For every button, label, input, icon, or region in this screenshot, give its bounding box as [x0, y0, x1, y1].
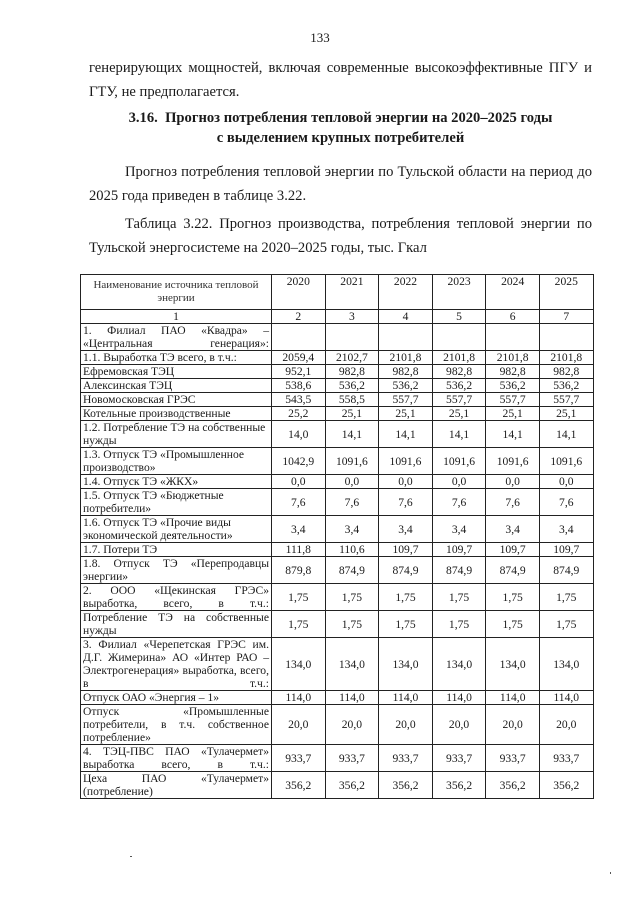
row-value-2023: 7,6 — [432, 489, 486, 516]
row-value-2020: 3,4 — [272, 516, 326, 543]
table-caption: Таблица 3.22. Прогноз производства, потребления тепловой энергии по Тульской энергосистеме на 2020–2025 годы, тыс. Гкал — [89, 216, 592, 256]
row-value-2024: 14,1 — [486, 421, 540, 448]
column-index: 7 — [539, 310, 593, 324]
continuation-paragraph: генерирующих мощностей, включая современные высокоэффективные ПГУ и ГТУ, не предполагается. — [89, 60, 592, 100]
row-value-2025: 1091,6 — [539, 448, 593, 475]
header-year: 2021 — [325, 275, 379, 310]
table-row — [81, 772, 594, 799]
row-source-name: Котельные производственные — [81, 407, 272, 421]
row-value-2020: 111,8 — [272, 543, 326, 557]
row-value-2025: 1,75 — [539, 611, 593, 638]
row-source-name: Цеха ПАО «Тулачермет» (потребление) — [81, 772, 272, 799]
row-value-2025: 134,0 — [539, 638, 593, 691]
intro-paragraph: Прогноз потребления тепловой энергии по Тульской области на период до 2025 года приведен в таблице 3.22. — [89, 164, 592, 204]
row-value-2024: 933,7 — [486, 745, 540, 772]
row-value-2022: 109,7 — [379, 543, 433, 557]
row-source-name: 1.7. Потери ТЭ — [81, 543, 272, 557]
header-year: 2022 — [379, 275, 433, 310]
row-value-2024: 134,0 — [486, 638, 540, 691]
scan-speck — [610, 872, 611, 874]
row-value-2022: 7,6 — [379, 489, 433, 516]
column-index-row — [81, 310, 594, 324]
row-value-2022: 1,75 — [379, 611, 433, 638]
table-header-row — [81, 275, 594, 310]
row-source-name: 3. Филиал «Черепетская ГРЭС им. Д.Г. Жимерина» АО «Интер РАО – Электрогенерация» выработка, всего, в т.ч.: — [81, 638, 272, 691]
row-value-2025: 7,6 — [539, 489, 593, 516]
row-value-2022: 1,75 — [379, 584, 433, 611]
row-value-2024: 7,6 — [486, 489, 540, 516]
row-source-name: 1.1. Выработка ТЭ всего, в т.ч.: — [81, 351, 272, 365]
row-value-2020: 879,8 — [272, 557, 326, 584]
row-value-2020: 543,5 — [272, 393, 326, 407]
table-row — [81, 638, 594, 691]
header-year: 2023 — [432, 275, 486, 310]
row-source-name: 1. Филиал ПАО «Квадра» – «Центральная генерация»: — [81, 324, 272, 351]
row-value-2020: 1042,9 — [272, 448, 326, 475]
table-row — [81, 365, 594, 379]
row-value-2025: 20,0 — [539, 705, 593, 745]
row-value-2024: 109,7 — [486, 543, 540, 557]
row-value-2025: 14,1 — [539, 421, 593, 448]
column-index: 5 — [432, 310, 486, 324]
row-source-name: 2. ООО «Щекинская ГРЭС» выработка, всего, в т.ч.: — [81, 584, 272, 611]
row-value-2024: 1091,6 — [486, 448, 540, 475]
row-value-2024: 2101,8 — [486, 351, 540, 365]
table-row — [81, 584, 594, 611]
row-value-2024: 114,0 — [486, 691, 540, 705]
row-value-2024: 20,0 — [486, 705, 540, 745]
row-value-2025: 2101,8 — [539, 351, 593, 365]
section-number: 3.16. — [128, 110, 158, 126]
row-value-2020: 933,7 — [272, 745, 326, 772]
scan-speck — [130, 856, 132, 857]
row-value-2021: 7,6 — [325, 489, 379, 516]
row-value-2024: 1,75 — [486, 584, 540, 611]
row-source-name: Потребление ТЭ на собственные нужды — [81, 611, 272, 638]
table-row — [81, 705, 594, 745]
column-index: 6 — [486, 310, 540, 324]
row-value-2022: 134,0 — [379, 638, 433, 691]
row-value-2021: 25,1 — [325, 407, 379, 421]
row-value-2025: 114,0 — [539, 691, 593, 705]
row-value-2023 — [432, 324, 486, 351]
row-source-name: 1.6. Отпуск ТЭ «Прочие виды экономической деятельности» — [81, 516, 272, 543]
row-value-2023: 1,75 — [432, 584, 486, 611]
page-number: 133 — [310, 30, 330, 45]
row-value-2023: 109,7 — [432, 543, 486, 557]
table-body — [81, 324, 594, 799]
row-value-2021: 20,0 — [325, 705, 379, 745]
row-value-2021: 356,2 — [325, 772, 379, 799]
row-value-2021: 982,8 — [325, 365, 379, 379]
row-value-2025: 557,7 — [539, 393, 593, 407]
row-value-2024: 557,7 — [486, 393, 540, 407]
table-row — [81, 324, 594, 351]
row-value-2020: 20,0 — [272, 705, 326, 745]
row-value-2020: 0,0 — [272, 475, 326, 489]
row-value-2021: 0,0 — [325, 475, 379, 489]
row-value-2020 — [272, 324, 326, 351]
row-value-2025: 3,4 — [539, 516, 593, 543]
row-source-name: 1.3. Отпуск ТЭ «Промышленное производство» — [81, 448, 272, 475]
row-source-name: 1.8. Отпуск ТЭ «Перепродавцы энергии» — [81, 557, 272, 584]
row-value-2022: 2101,8 — [379, 351, 433, 365]
row-value-2021: 14,1 — [325, 421, 379, 448]
row-value-2020: 2059,4 — [272, 351, 326, 365]
row-value-2021 — [325, 324, 379, 351]
row-value-2023: 20,0 — [432, 705, 486, 745]
table-row — [81, 407, 594, 421]
row-value-2023: 2101,8 — [432, 351, 486, 365]
row-value-2023: 933,7 — [432, 745, 486, 772]
row-value-2024: 25,1 — [486, 407, 540, 421]
column-index: 2 — [272, 310, 326, 324]
header-year: 2024 — [486, 275, 540, 310]
row-value-2021: 1,75 — [325, 611, 379, 638]
row-value-2025: 536,2 — [539, 379, 593, 393]
row-value-2025: 933,7 — [539, 745, 593, 772]
row-value-2025: 1,75 — [539, 584, 593, 611]
row-value-2024: 874,9 — [486, 557, 540, 584]
row-value-2023: 874,9 — [432, 557, 486, 584]
row-value-2023: 1,75 — [432, 611, 486, 638]
row-source-name: 1.5. Отпуск ТЭ «Бюджетные потребители» — [81, 489, 272, 516]
row-value-2020: 952,1 — [272, 365, 326, 379]
row-value-2023: 1091,6 — [432, 448, 486, 475]
row-value-2023: 114,0 — [432, 691, 486, 705]
row-value-2025: 982,8 — [539, 365, 593, 379]
row-value-2022: 14,1 — [379, 421, 433, 448]
row-value-2023: 536,2 — [432, 379, 486, 393]
section-heading — [89, 108, 592, 148]
header-year: 2025 — [539, 275, 593, 310]
row-value-2022: 874,9 — [379, 557, 433, 584]
row-value-2020: 1,75 — [272, 584, 326, 611]
row-value-2021: 536,2 — [325, 379, 379, 393]
table-row — [81, 557, 594, 584]
row-source-name: 1.4. Отпуск ТЭ «ЖКХ» — [81, 475, 272, 489]
section-title-line2: с выделением крупных потребителей — [216, 130, 465, 146]
row-value-2021: 933,7 — [325, 745, 379, 772]
table-row — [81, 379, 594, 393]
row-value-2022: 356,2 — [379, 772, 433, 799]
row-value-2021: 2102,7 — [325, 351, 379, 365]
table-row — [81, 745, 594, 772]
row-value-2023: 14,1 — [432, 421, 486, 448]
row-value-2022: 114,0 — [379, 691, 433, 705]
row-value-2020: 114,0 — [272, 691, 326, 705]
table-row — [81, 611, 594, 638]
row-value-2021: 114,0 — [325, 691, 379, 705]
column-index: 4 — [379, 310, 433, 324]
row-value-2021: 1091,6 — [325, 448, 379, 475]
table-row — [81, 543, 594, 557]
row-value-2023: 557,7 — [432, 393, 486, 407]
row-value-2023: 982,8 — [432, 365, 486, 379]
column-index: 1 — [81, 310, 272, 324]
row-value-2022: 20,0 — [379, 705, 433, 745]
table-row — [81, 351, 594, 365]
table-row — [81, 516, 594, 543]
row-source-name: Ефремовская ТЭЦ — [81, 365, 272, 379]
row-source-name: 4. ТЭЦ-ПВС ПАО «Тулачермет» выработка всего, в т.ч.: — [81, 745, 272, 772]
row-source-name: 1.2. Потребление ТЭ на собственные нужды — [81, 421, 272, 448]
row-value-2023: 0,0 — [432, 475, 486, 489]
row-value-2023: 134,0 — [432, 638, 486, 691]
row-value-2022: 0,0 — [379, 475, 433, 489]
row-value-2022: 3,4 — [379, 516, 433, 543]
row-value-2023: 356,2 — [432, 772, 486, 799]
row-value-2022: 25,1 — [379, 407, 433, 421]
row-value-2024: 0,0 — [486, 475, 540, 489]
row-value-2025: 874,9 — [539, 557, 593, 584]
heat-forecast-table — [80, 274, 594, 799]
row-value-2025: 0,0 — [539, 475, 593, 489]
row-value-2020: 1,75 — [272, 611, 326, 638]
row-value-2021: 874,9 — [325, 557, 379, 584]
table-row — [81, 448, 594, 475]
row-source-name: Алексинская ТЭЦ — [81, 379, 272, 393]
table-row — [81, 421, 594, 448]
row-value-2024 — [486, 324, 540, 351]
row-value-2020: 538,6 — [272, 379, 326, 393]
row-value-2021: 110,6 — [325, 543, 379, 557]
row-value-2021: 1,75 — [325, 584, 379, 611]
row-value-2025: 109,7 — [539, 543, 593, 557]
row-value-2025: 356,2 — [539, 772, 593, 799]
row-value-2024: 3,4 — [486, 516, 540, 543]
row-value-2024: 982,8 — [486, 365, 540, 379]
row-value-2022: 933,7 — [379, 745, 433, 772]
table-row — [81, 691, 594, 705]
row-value-2025: 25,1 — [539, 407, 593, 421]
row-value-2020: 7,6 — [272, 489, 326, 516]
row-value-2022: 557,7 — [379, 393, 433, 407]
table-row — [81, 489, 594, 516]
header-source-name: Наименование источника тепловой энергии — [81, 275, 272, 310]
row-value-2021: 3,4 — [325, 516, 379, 543]
row-value-2025 — [539, 324, 593, 351]
row-value-2023: 3,4 — [432, 516, 486, 543]
row-value-2022: 536,2 — [379, 379, 433, 393]
row-value-2022: 982,8 — [379, 365, 433, 379]
row-value-2024: 356,2 — [486, 772, 540, 799]
row-value-2020: 356,2 — [272, 772, 326, 799]
row-source-name: Отпуск «Промышленные потребители, в т.ч. собственное потребление» — [81, 705, 272, 745]
row-value-2021: 134,0 — [325, 638, 379, 691]
row-value-2020: 25,2 — [272, 407, 326, 421]
row-value-2024: 536,2 — [486, 379, 540, 393]
row-value-2020: 134,0 — [272, 638, 326, 691]
row-source-name: Новомосковская ГРЭС — [81, 393, 272, 407]
row-value-2023: 25,1 — [432, 407, 486, 421]
row-value-2022: 1091,6 — [379, 448, 433, 475]
table-row — [81, 393, 594, 407]
column-index: 3 — [325, 310, 379, 324]
row-value-2021: 558,5 — [325, 393, 379, 407]
section-title-line1: Прогноз потребления тепловой энергии на 2020–2025 годы — [165, 110, 553, 126]
row-value-2024: 1,75 — [486, 611, 540, 638]
header-year: 2020 — [272, 275, 326, 310]
table-row — [81, 475, 594, 489]
row-value-2020: 14,0 — [272, 421, 326, 448]
row-value-2022 — [379, 324, 433, 351]
row-source-name: Отпуск ОАО «Энергия – 1» — [81, 691, 272, 705]
